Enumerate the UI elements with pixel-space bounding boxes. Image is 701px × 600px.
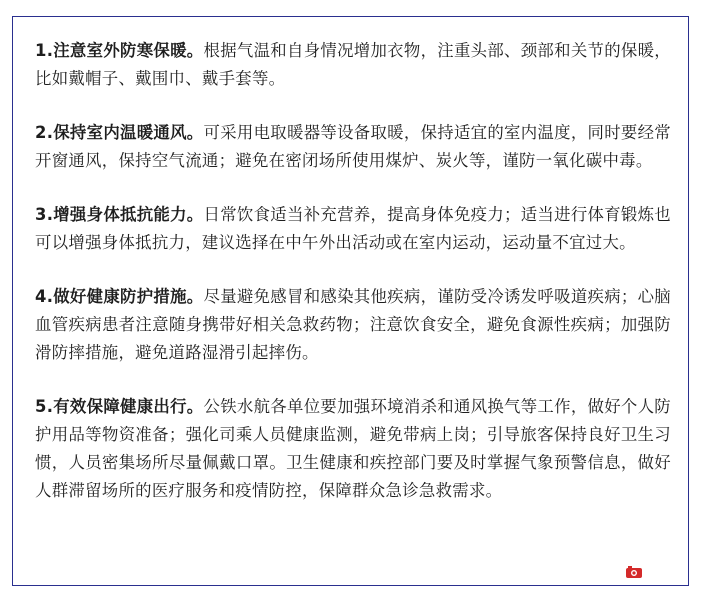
paragraph-3: [35, 201, 671, 257]
paragraph-heading: 2.保持室内温暖通风。: [35, 123, 204, 142]
paragraph-text: 尽量避免感冒和感染其他疾病，谨防受冷诱发呼吸道疾病；心脑血管疾病患者注意随身携带好相关急救药物；注意饮食安全，避免食源性疾病；加强防滑防摔措施，避免道路湿滑引起摔伤。: [35, 287, 671, 362]
paragraph-heading: 5.有效保障健康出行。: [35, 397, 204, 416]
paragraph-heading: 1.注意室外防寒保暖。: [35, 41, 204, 60]
paragraph-text: 根据气温和自身情况增加衣物，注重头部、颈部和关节的保暖，比如戴帽子、戴围巾、戴手套等。: [35, 41, 671, 88]
paragraph-4: [35, 283, 671, 367]
paragraph-text: 可采用电取暖器等设备取暖，保持适宜的室内温度，同时要经常开窗通风，保持空气流通；避免在密闭场所使用煤炉、炭火等，谨防一氧化碳中毒。: [35, 123, 671, 170]
paragraph-text: 日常饮食适当补充营养，提高身体免疫力；适当进行体育锻炼也可以增强身体抵抗力，建议选择在中午外出活动或在室内运动，运动量不宜过大。: [35, 205, 671, 252]
paragraph-5: [35, 393, 671, 505]
paragraph-heading: 3.增强身体抵抗能力。: [35, 205, 204, 224]
content-frame: [12, 16, 689, 586]
paragraph-2: [35, 119, 671, 175]
article-body: [35, 37, 671, 531]
red-seal-icon: [625, 565, 643, 581]
paragraph-heading: 4.做好健康防护措施。: [35, 287, 204, 306]
paragraph-text: 公铁水航各单位要加强环境消杀和通风换气等工作，做好个人防护用品等物资准备；强化司乘人员健康监测，避免带病上岗；引导旅客保持良好卫生习惯，人员密集场所尽量佩戴口罩。卫生健康和疾控部门要及时掌握气象预警信息，做好人群滞留场所的医疗服务和疫情防控，保障群众急诊急救需求。: [35, 397, 671, 500]
paragraph-1: [35, 37, 671, 93]
